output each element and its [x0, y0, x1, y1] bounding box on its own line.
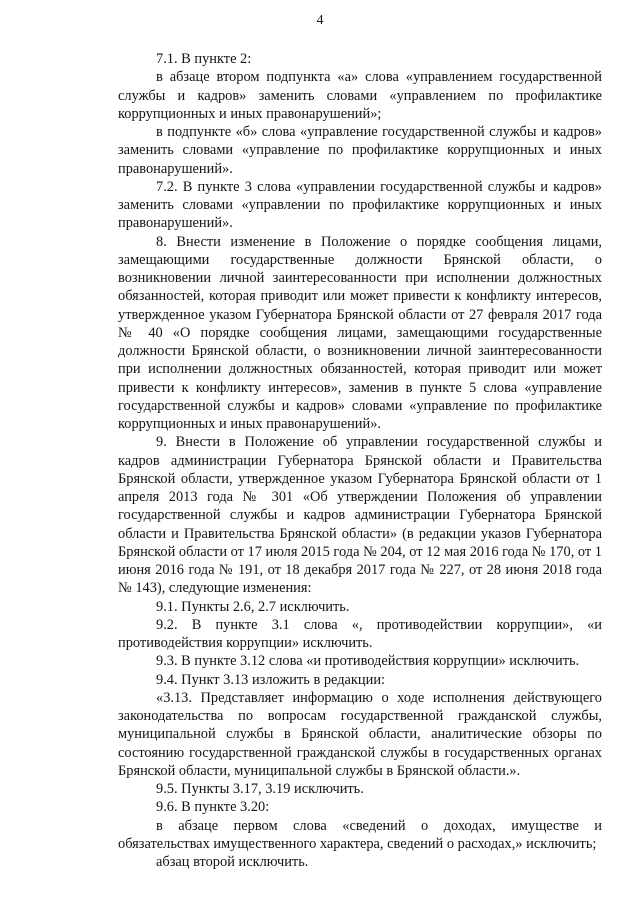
- paragraph-9-6-first: в абзаце первом слова «сведений о доходах, имуществе и обязательствах имущественного характера, сведений о расходах,» исключить;: [118, 817, 602, 852]
- paragraph-8: 8. Внести изменение в Положение о порядке сообщения лицами, замещающими государственные должности Брянской области, о возникновении личной заинтересованности при исполнении должностных обязанностей, которая приводит или может привести к конфликту интересов, утвержденное указом Губернатора Брянской области от 27 февраля 2017 года № 40 «О порядке сообщения лицами, замещающими государственные должности Брянской области, о возникновении личной заинтересованности при исполнении должностных обязанностей, которая приводит или может привести к конфликту интересов», заменив в пункте 5 слова «управление государственной службы и кадров» словами «управление по профилактике коррупционных и иных правонарушений».: [118, 233, 602, 432]
- paragraph-7-1: 7.1. В пункте 2:: [156, 51, 252, 67]
- paragraph-9-3: 9.3. В пункте 3.12 слова «и противодействия коррупции» исключить.: [156, 653, 580, 670]
- paragraph-9-4: 9.4. Пункт 3.13 изложить в редакции:: [156, 671, 386, 688]
- paragraph-9-2: 9.2. В пункте 3.1 слова «, противодействии коррупции», «и противодействия коррупции» исключить.: [118, 616, 602, 651]
- paragraph-9: 9. Внести в Положение об управлении государственной службы и кадров администрации Губернатора Брянской области и Правительства Брянской области, утвержденное указом Губернатора Брянской области от 1 апреля 2013 года № 301 «Об утверждении Положения об управлении государственной службы и кадров администрации Губернатора Брянской области и Правительства Брянской области» (в редакции указов Губернатора Брянской области от 17 июля 2015 года № 204, от 12 мая 2016 года № 170, от 1 июня 2016 года № 191, от 18 декабря 2017 года № 227, от 28 июня 2018 года № 143), следующие изменения:: [118, 434, 602, 597]
- paragraph-7-1-a: в абзаце втором подпункта «а» слова «управлением государственной службы и кадров» заменить словами «управлением по профилактике коррупционных и иных правонарушений»;: [118, 69, 602, 122]
- page-number: 4: [316, 13, 324, 28]
- paragraph-9-6: 9.6. В пункте 3.20:: [156, 799, 270, 816]
- paragraph-7-1-b: в подпункте «б» слова «управление государственной службы и кадров» заменить словами «управление по профилактике коррупционных и иных правонарушений».: [118, 124, 602, 177]
- paragraph-7-2: 7.2. В пункте 3 слова «управлении государственной службы и кадров» заменить словами «управлении по профилактике коррупционных и иных правонарушений».: [118, 178, 602, 232]
- paragraph-9-6-second: абзац второй исключить.: [156, 854, 309, 870]
- paragraph-9-5: 9.5. Пункты 3.17, 3.19 исключить.: [156, 781, 364, 797]
- document-body: [118, 50, 602, 871]
- paragraph-3-13-quote: «3.13. Представляет информацию о ходе исполнения действующего законодательства по вопросам государственной гражданской службы, муниципальной службы в Брянской области, аналитические обзоры по состоянию государственной гражданской службы в государственных органах Брянской области, муниципальной службы в Брянской области.».: [118, 689, 602, 779]
- paragraph-9-1: 9.1. Пункты 2.6, 2.7 исключить.: [156, 598, 350, 615]
